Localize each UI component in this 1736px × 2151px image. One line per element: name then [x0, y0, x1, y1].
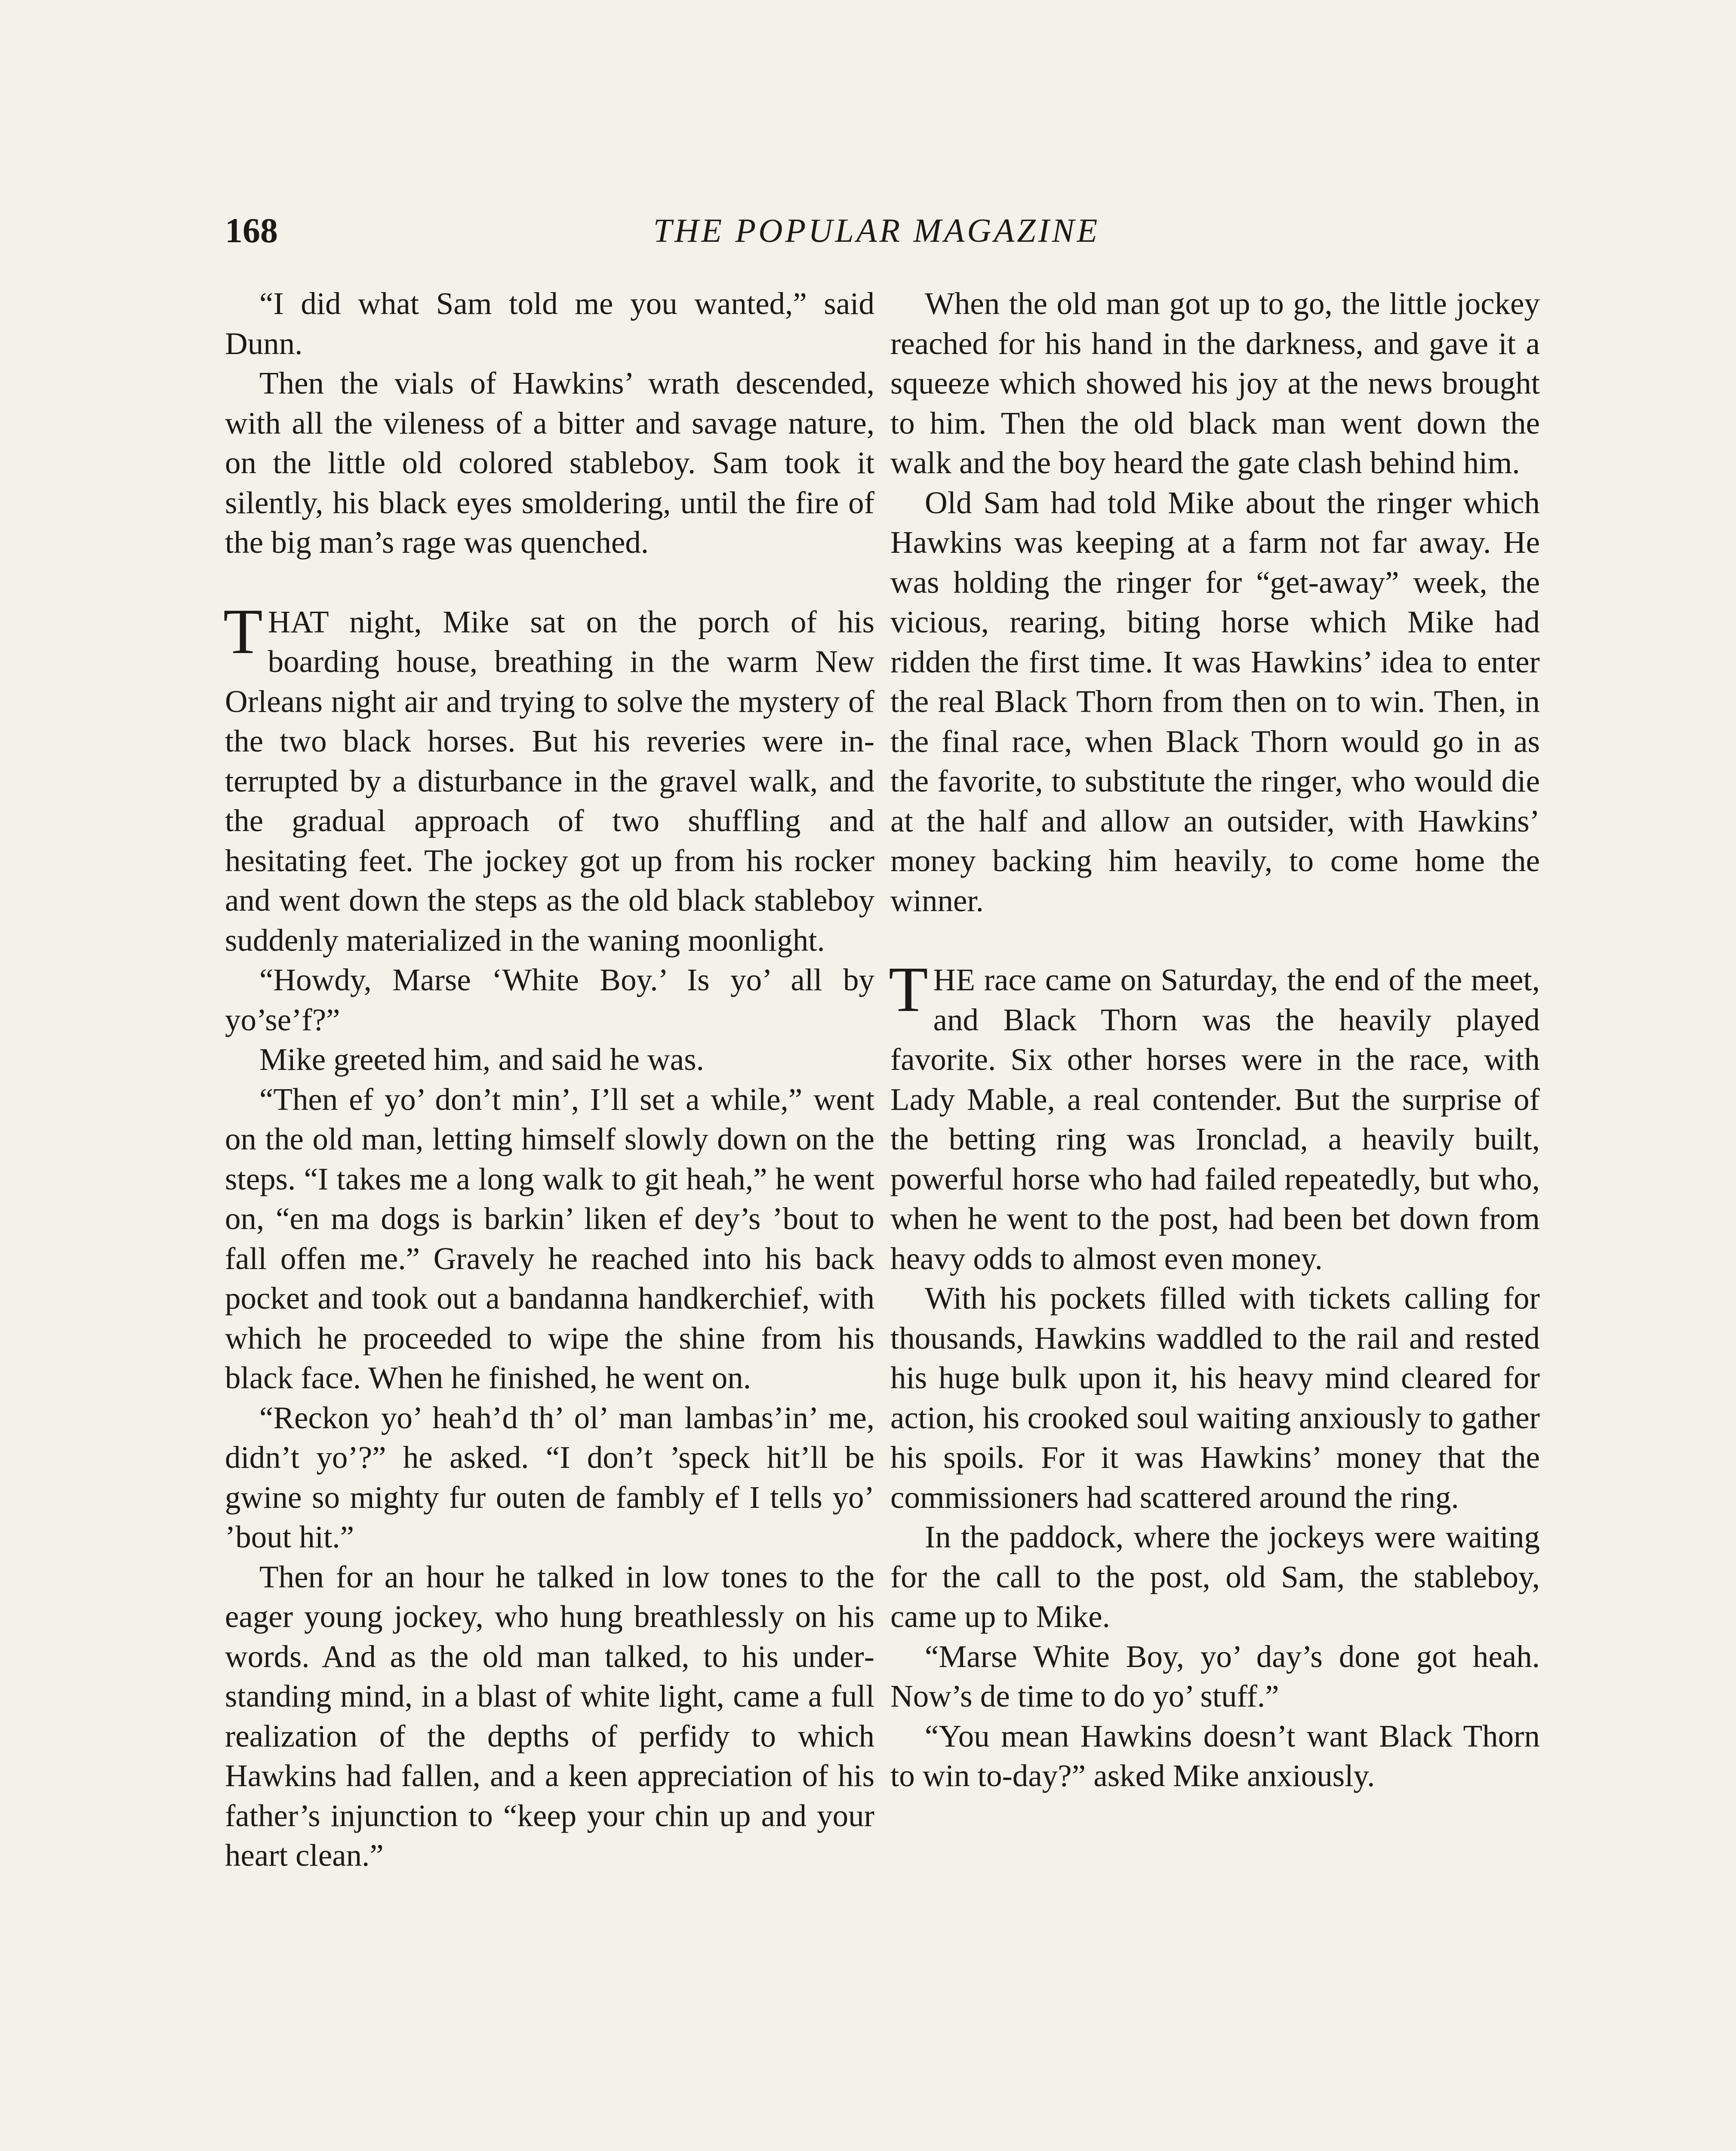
paragraph	[890, 483, 1540, 921]
paragraph-text: Then the vials of Hawkins’ wrath descended, with all the vileness of a bitter and savage nature, on the little old colored stableboy. Sam took it silently, his black eyes smoldering, until the fire of the big man’s rage was quenched.	[225, 366, 874, 560]
paragraph	[890, 284, 1540, 483]
paragraph	[890, 1716, 1540, 1796]
paragraph-text: In the paddock, where the jockeys were waiting for the call to the post, old Sam, the stableboy, came up to Mike.	[890, 1519, 1540, 1634]
paragraph-text: Mike greeted him, and said he was.	[259, 1042, 704, 1077]
paragraph-text: When the old man got up to go, the little jockey reached for his hand in the darkness, and gave it a squeeze which showed his joy at the news brought to him. Then the old black man went down the walk and the boy heard the gate clash behind him.	[890, 286, 1540, 480]
magazine-title: THE POPULAR MAGAZINE	[653, 212, 1100, 249]
paragraph	[225, 284, 874, 364]
page-number: 168	[225, 211, 278, 250]
paragraph-text: “Howdy, Marse ‘White Boy.’ Is yo’ all by yo’se’f?”	[225, 962, 874, 1037]
paragraph-text: “I did what Sam told me you wanted,” said Dunn.	[225, 286, 874, 361]
paragraph-text: HAT night, Mike sat on the porch of his boarding house, breathing in the warm New Orleans night air and trying to solve the mystery of the two black horses. But his reveries were interrupted by a disturbance in the gravel walk, and the gradual approach of two shuffling and hesitating feet. The jockey got up from his rocker and went down the steps as the old black stableboy suddenly materialized in the waning moonlight.	[225, 604, 874, 958]
paragraph	[225, 1040, 874, 1080]
page-header	[225, 200, 1528, 261]
paragraph	[890, 1637, 1540, 1716]
left-column	[225, 284, 874, 1876]
paragraph-text: HE race came on Saturday, the end of the meet, and Black Thorn was the heavily played favorite. Six other horses were in the race, with Lady Mable, a real contender. But the surprise of the betting ring was Ironclad, a heavily built, powerful horse who had failed repeatedly, but who, when he went to the post, had been bet down from heavy odds to almost even money.	[890, 962, 1540, 1276]
paragraph	[890, 1517, 1540, 1637]
right-column	[890, 284, 1540, 1796]
paragraph-text: “Marse White Boy, yo’ day’s done got heah. Now’s de time to do yo’ stuff.”	[890, 1639, 1540, 1713]
paragraph	[223, 595, 874, 961]
paragraph	[225, 960, 874, 1040]
drop-cap: T	[223, 595, 263, 667]
paragraph-text: “You mean Hawkins doesn’t want Black Thorn to win to-day?” asked Mike anxiously.	[890, 1718, 1540, 1793]
paragraph-text: Then for an hour he talked in low tones to the eager young jockey, who hung breathlessly on his words. And as the old man talked, to his understanding mind, in a blast of white light, came a full realization of the depths of perfidy to which Hawkins had fallen, and a keen appreciation of his father’s injunction to “keep your chin up and your heart clean.”	[225, 1559, 874, 1873]
paragraph	[225, 1398, 874, 1557]
paragraph-text: Old Sam had told Mike about the ringer which Hawkins was keeping at a farm not far away. He was holding the ringer for “get-away” week, the vicious, rearing, biting horse which Mike had ridden the first time. It was Hawkins’ idea to enter the real Black Thorn from then on to win. Then, in the final race, when Black Thorn would go in as the favorite, to substitute the ringer, who would die at the half and allow an outsider, with Hawkins’ money backing him heavily, to come home the winner.	[890, 485, 1540, 918]
paragraph-text: “Reckon yo’ heah’d th’ ol’ man lambas’in’ me, didn’t yo’?” he asked. “I don’t ’speck hit’ll be gwine so mighty fur outen de fambly ef I tells yo’ ’bout hit.”	[225, 1400, 874, 1554]
paragraph	[225, 364, 874, 563]
paragraph-text: With his pockets filled with tickets calling for thousands, Hawkins waddled to the rail and rested his huge bulk upon it, his heavy mind cleared for action, his crooked soul waiting anxiously to gather his spoils. For it was Hawkins’ money that the commissioners had scattered around the ring.	[890, 1281, 1540, 1515]
paragraph	[890, 1279, 1540, 1517]
paragraph	[889, 954, 1540, 1279]
drop-cap: T	[889, 954, 928, 1025]
paragraph	[225, 1080, 874, 1398]
paragraph-text: “Then ef yo’ don’t min’, I’ll set a while,” went on the old man, letting himself slowly down on the steps. “I takes me a long walk to git heah,” he went on, “en ma dogs is barkin’ liken ef dey’s ’bout to fall offen me.” Gravely he reached into his back pocket and took out a bandanna handkerchief, with which he proceeded to wipe the shine from his black face. When he finished, he went on.	[225, 1082, 874, 1395]
paragraph	[225, 1557, 874, 1876]
